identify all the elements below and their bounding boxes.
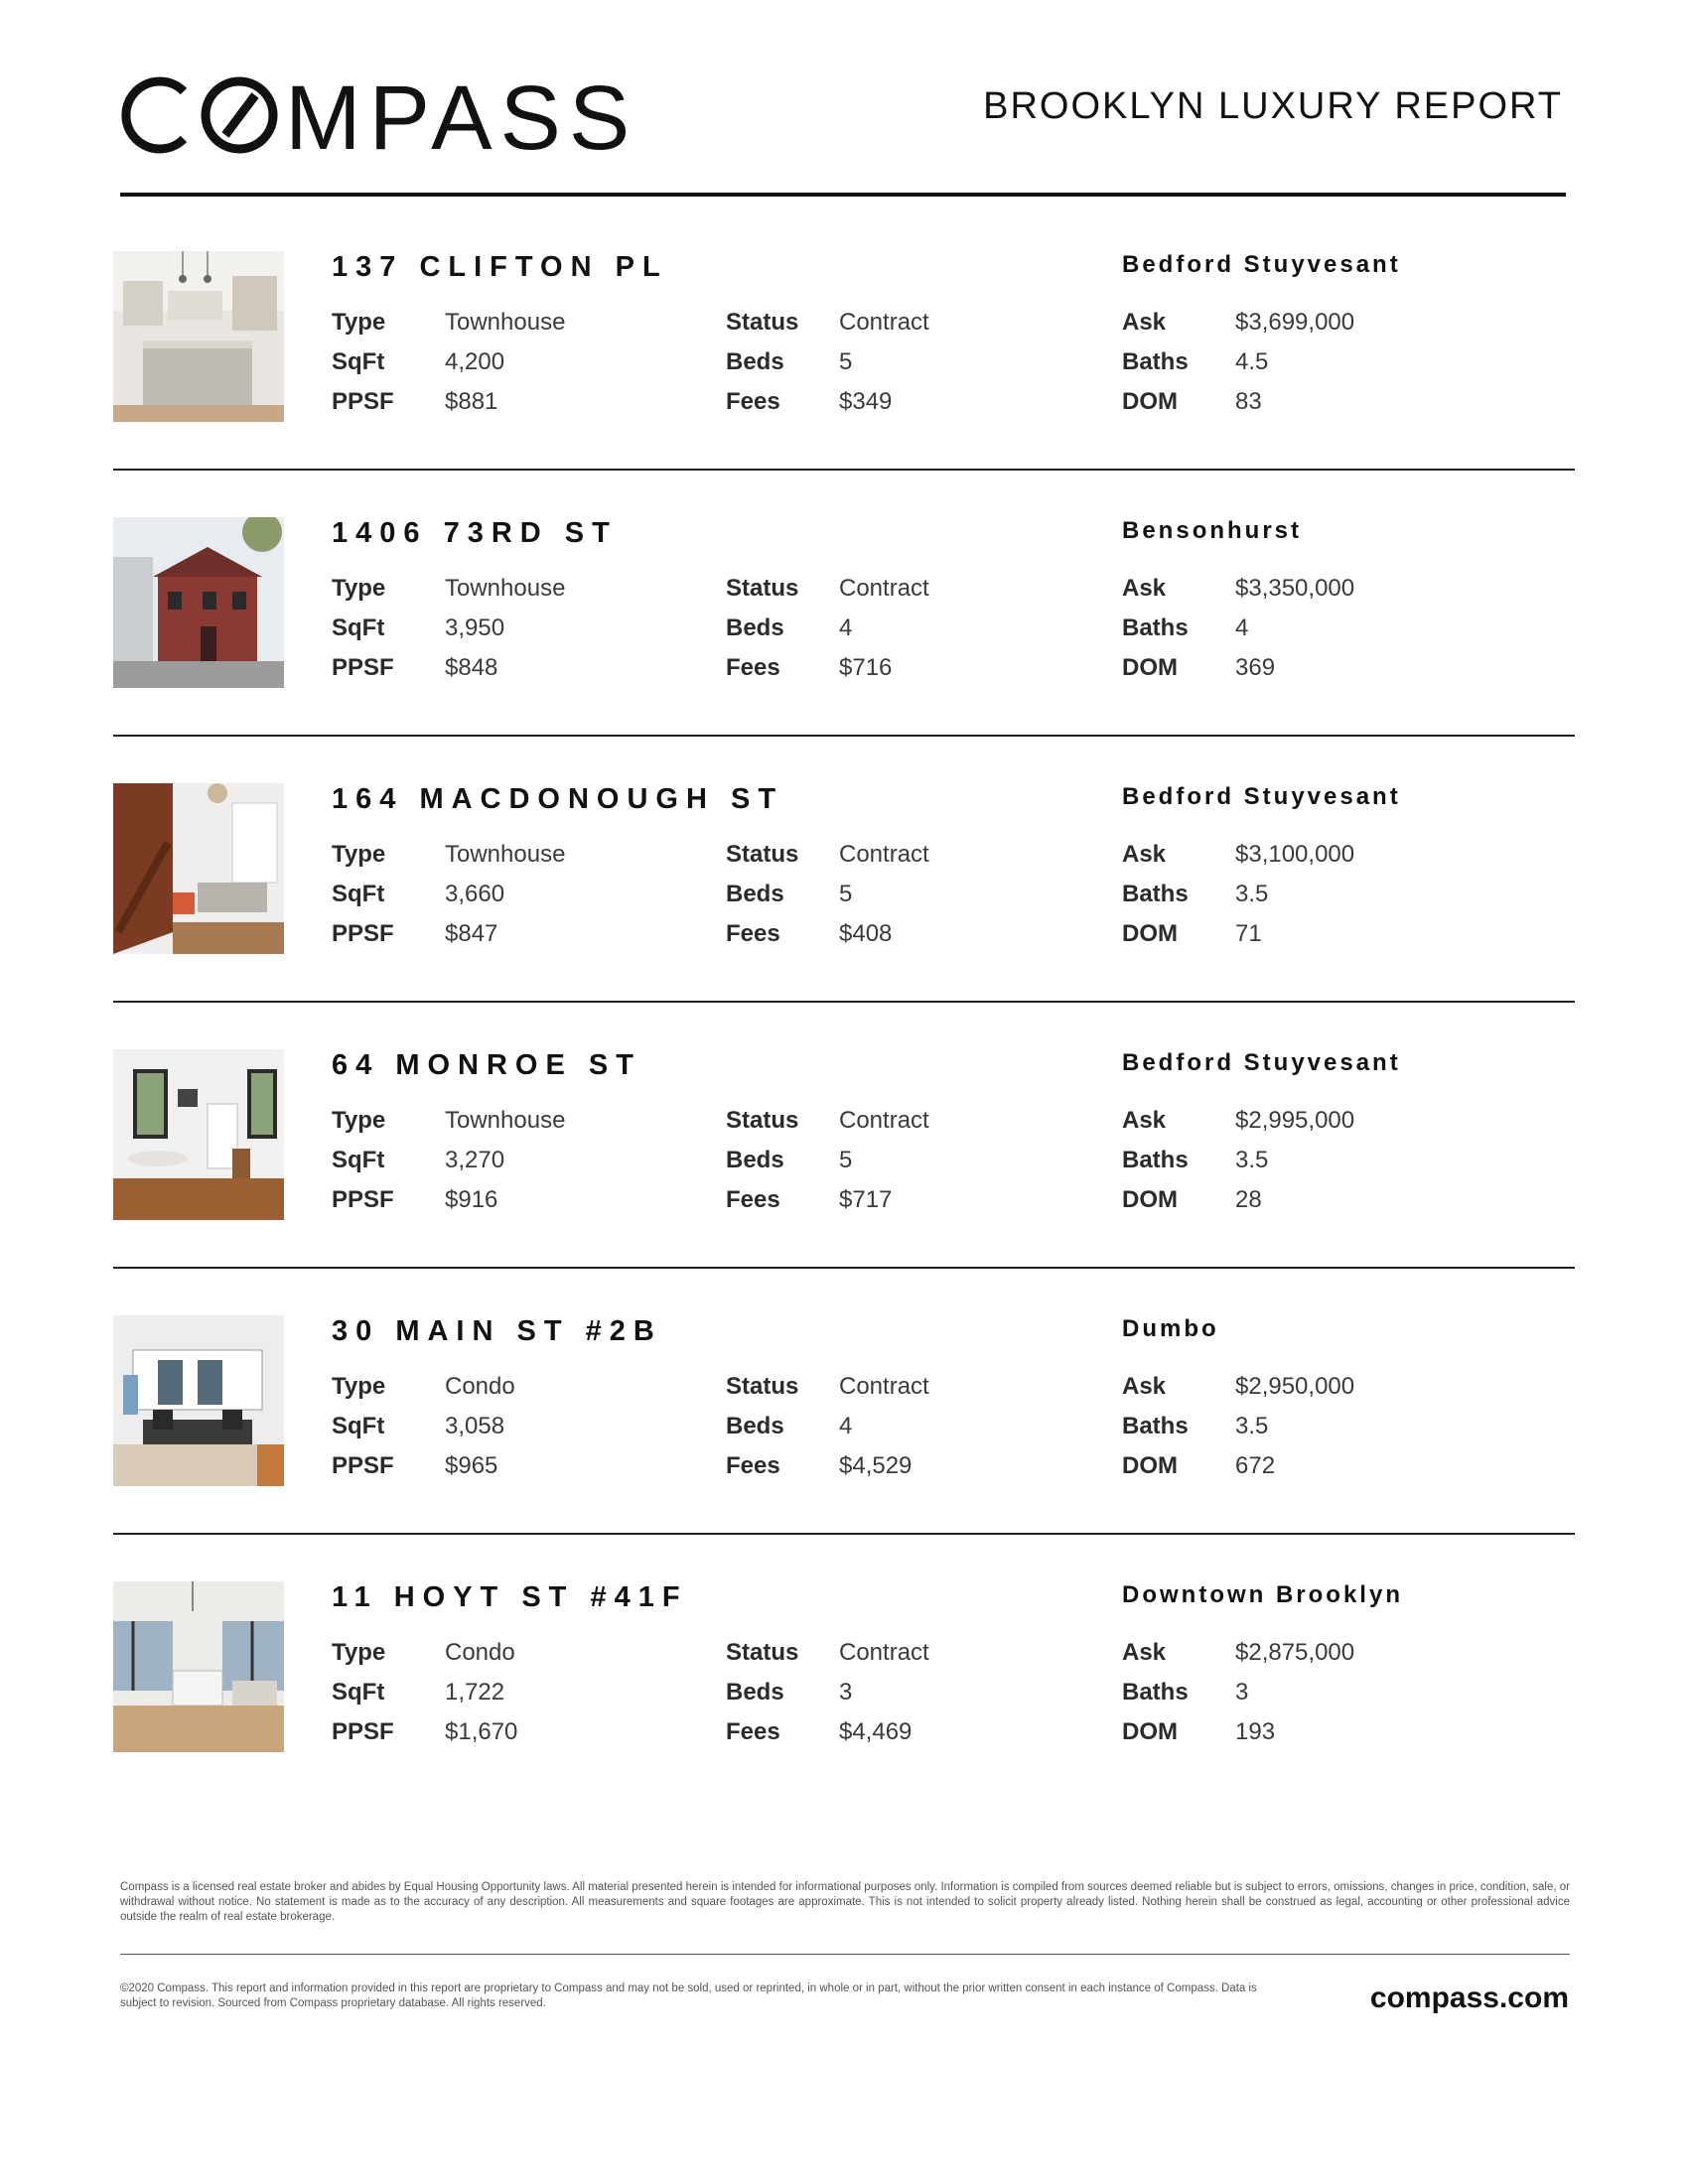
baths-value: 3.5 [1235, 1413, 1269, 1439]
sqft-label: SqFt [332, 1413, 385, 1439]
listing-card [113, 783, 1575, 1049]
dom-label: DOM [1122, 388, 1178, 415]
status-value: Contract [839, 575, 929, 602]
type-label: Type [332, 1107, 386, 1134]
type-value: Townhouse [445, 575, 566, 602]
type-label: Type [332, 1373, 386, 1400]
sqft-value: 3,950 [445, 614, 505, 641]
ask-label: Ask [1122, 1107, 1167, 1134]
dom-value: 672 [1235, 1452, 1276, 1479]
ppsf-value: $965 [445, 1452, 498, 1479]
type-label: Type [332, 575, 386, 602]
ask-value: $3,350,000 [1235, 575, 1355, 602]
dom-value: 28 [1235, 1186, 1262, 1213]
svg-text:MPASS: MPASS [285, 73, 638, 157]
listing-col-2 [726, 1367, 929, 1486]
listing-col-1 [332, 835, 565, 954]
ppsf-value: $1,670 [445, 1718, 518, 1745]
ask-label: Ask [1122, 1639, 1167, 1666]
listing-address: 137 CLIFTON PL [332, 251, 668, 283]
listing-neighborhood: Downtown Brooklyn [1122, 1581, 1403, 1608]
ask-label: Ask [1122, 309, 1167, 336]
dom-label: DOM [1122, 1186, 1178, 1213]
listing-divider [113, 1533, 1575, 1535]
type-label: Type [332, 841, 386, 868]
beds-label: Beds [726, 614, 784, 641]
status-value: Contract [839, 1107, 929, 1134]
ppsf-value: $916 [445, 1186, 498, 1213]
beds-label: Beds [726, 348, 784, 375]
listing-neighborhood: Dumbo [1122, 1315, 1219, 1342]
ppsf-label: PPSF [332, 1186, 394, 1213]
listing-col-1 [332, 1633, 517, 1752]
baths-value: 3 [1235, 1679, 1249, 1706]
sqft-value: 3,270 [445, 1147, 505, 1173]
sqft-value: 4,200 [445, 348, 505, 375]
listing-col-2 [726, 1633, 929, 1752]
beds-label: Beds [726, 1679, 784, 1706]
listing-photo-dining [113, 1049, 284, 1220]
type-value: Townhouse [445, 841, 566, 868]
listing-divider [113, 1267, 1575, 1269]
dom-value: 83 [1235, 388, 1262, 415]
baths-value: 4.5 [1235, 348, 1269, 375]
header-divider [120, 193, 1566, 197]
status-value: Contract [839, 1639, 929, 1666]
dom-value: 71 [1235, 920, 1262, 947]
sqft-value: 1,722 [445, 1679, 505, 1706]
listing-col-2 [726, 1101, 929, 1220]
dom-label: DOM [1122, 920, 1178, 947]
listing-address: 164 MACDONOUGH ST [332, 783, 784, 815]
listing-col-1 [332, 1367, 515, 1486]
ppsf-label: PPSF [332, 654, 394, 681]
listing-address: 11 HOYT ST #41F [332, 1581, 688, 1613]
fees-value: $717 [839, 1186, 893, 1213]
sqft-label: SqFt [332, 1147, 385, 1173]
sqft-label: SqFt [332, 614, 385, 641]
dom-label: DOM [1122, 1452, 1178, 1479]
ask-value: $2,995,000 [1235, 1107, 1355, 1134]
baths-label: Baths [1122, 881, 1189, 907]
type-value: Condo [445, 1373, 515, 1400]
listing-col-2 [726, 303, 929, 422]
fees-label: Fees [726, 388, 780, 415]
status-label: Status [726, 309, 799, 336]
ppsf-label: PPSF [332, 1718, 394, 1745]
fees-value: $716 [839, 654, 893, 681]
status-value: Contract [839, 841, 929, 868]
listing-divider [113, 469, 1575, 471]
baths-label: Baths [1122, 1147, 1189, 1173]
type-label: Type [332, 1639, 386, 1666]
beds-label: Beds [726, 1413, 784, 1439]
ppsf-label: PPSF [332, 920, 394, 947]
listing-photo-house [113, 517, 284, 688]
fees-value: $349 [839, 388, 893, 415]
dom-value: 369 [1235, 654, 1276, 681]
dom-label: DOM [1122, 1718, 1178, 1745]
beds-value: 5 [839, 1147, 853, 1173]
fees-label: Fees [726, 920, 780, 947]
listing-col-3 [1122, 835, 1354, 954]
beds-value: 5 [839, 348, 853, 375]
ppsf-value: $847 [445, 920, 498, 947]
type-value: Townhouse [445, 1107, 566, 1134]
ask-value: $2,950,000 [1235, 1373, 1355, 1400]
listing-card [113, 517, 1575, 783]
website-link[interactable]: compass.com [1369, 1981, 1569, 2014]
status-label: Status [726, 575, 799, 602]
beds-value: 5 [839, 881, 853, 907]
report-title: BROOKLYN LUXURY REPORT [983, 85, 1563, 127]
status-label: Status [726, 1373, 799, 1400]
listing-card [113, 1315, 1575, 1581]
listing-col-3 [1122, 1367, 1354, 1486]
sqft-label: SqFt [332, 348, 385, 375]
listing-address: 30 MAIN ST #2B [332, 1315, 662, 1347]
ask-label: Ask [1122, 575, 1167, 602]
type-value: Townhouse [445, 309, 566, 336]
compass-logo-mark [118, 73, 674, 157]
status-label: Status [726, 1107, 799, 1134]
listing-col-1 [332, 303, 565, 422]
sqft-label: SqFt [332, 881, 385, 907]
dom-value: 193 [1235, 1718, 1276, 1745]
listing-neighborhood: Bensonhurst [1122, 517, 1303, 544]
fees-value: $4,529 [839, 1452, 913, 1479]
listing-photo-kitchen [113, 251, 284, 422]
listing-photo-parlor [113, 783, 284, 954]
ppsf-label: PPSF [332, 1452, 394, 1479]
compass-logo [118, 73, 674, 157]
fees-label: Fees [726, 1718, 780, 1745]
sqft-value: 3,660 [445, 881, 505, 907]
listing-card [113, 1581, 1575, 1847]
fees-label: Fees [726, 1452, 780, 1479]
listing-col-3 [1122, 569, 1354, 688]
ask-value: $3,100,000 [1235, 841, 1355, 868]
status-label: Status [726, 1639, 799, 1666]
beds-value: 3 [839, 1679, 853, 1706]
beds-value: 4 [839, 614, 853, 641]
ppsf-label: PPSF [332, 388, 394, 415]
baths-label: Baths [1122, 1679, 1189, 1706]
listing-card [113, 1049, 1575, 1315]
listing-card [113, 251, 1575, 517]
listing-neighborhood: Bedford Stuyvesant [1122, 1049, 1401, 1076]
ask-value: $2,875,000 [1235, 1639, 1355, 1666]
listing-col-2 [726, 835, 929, 954]
fees-label: Fees [726, 1186, 780, 1213]
ppsf-value: $848 [445, 654, 498, 681]
dom-label: DOM [1122, 654, 1178, 681]
beds-label: Beds [726, 1147, 784, 1173]
copyright-notice: ©2020 Compass. This report and information provided in this report are proprietary to Compass and may not be sold, used or reprinted, in whole or in part, without the prior written consent in each instance of Compass. Data is subject to revision. Sourced from Compass proprietary database. All rights reserved. [120, 1982, 1257, 2009]
footer-divider [120, 1954, 1570, 1955]
listing-photo-condo [113, 1581, 284, 1752]
listing-divider [113, 1001, 1575, 1003]
listing-col-3 [1122, 303, 1354, 422]
sqft-value: 3,058 [445, 1413, 505, 1439]
listing-divider [113, 735, 1575, 737]
status-value: Contract [839, 309, 929, 336]
beds-label: Beds [726, 881, 784, 907]
ask-value: $3,699,000 [1235, 309, 1355, 336]
listing-photo-living-room [113, 1315, 284, 1486]
status-label: Status [726, 841, 799, 868]
legal-disclaimer: Compass is a licensed real estate broker and abides by Equal Housing Opportunity laws. All material presented herein is intended for informational purposes only. Information is compiled from sources deemed reliable but is subject to errors, omissions, changes in price, condition, sale, or withdrawal without notice. No statement is made as to the accuracy of any description. All measurements and square footages are approximate. This is not intended to solicit property already listed. Nothing herein shall be construed as legal, accounting or other professional advice outside the realm of real estate brokerage. [120, 1881, 1570, 1923]
status-value: Contract [839, 1373, 929, 1400]
baths-value: 3.5 [1235, 881, 1269, 907]
listing-col-2 [726, 569, 929, 688]
listing-col-1 [332, 1101, 565, 1220]
baths-label: Baths [1122, 1413, 1189, 1439]
listing-col-1 [332, 569, 565, 688]
listing-neighborhood: Bedford Stuyvesant [1122, 251, 1401, 278]
sqft-label: SqFt [332, 1679, 385, 1706]
fees-value: $4,469 [839, 1718, 913, 1745]
ask-label: Ask [1122, 1373, 1167, 1400]
baths-label: Baths [1122, 348, 1189, 375]
type-value: Condo [445, 1639, 515, 1666]
type-label: Type [332, 309, 386, 336]
fees-label: Fees [726, 654, 780, 681]
listing-address: 1406 73RD ST [332, 517, 618, 549]
baths-label: Baths [1122, 614, 1189, 641]
ppsf-value: $881 [445, 388, 498, 415]
listing-neighborhood: Bedford Stuyvesant [1122, 783, 1401, 810]
baths-value: 3.5 [1235, 1147, 1269, 1173]
fees-value: $408 [839, 920, 893, 947]
beds-value: 4 [839, 1413, 853, 1439]
baths-value: 4 [1235, 614, 1249, 641]
ask-label: Ask [1122, 841, 1167, 868]
listing-col-3 [1122, 1101, 1354, 1220]
listing-address: 64 MONROE ST [332, 1049, 641, 1081]
listing-col-3 [1122, 1633, 1354, 1752]
